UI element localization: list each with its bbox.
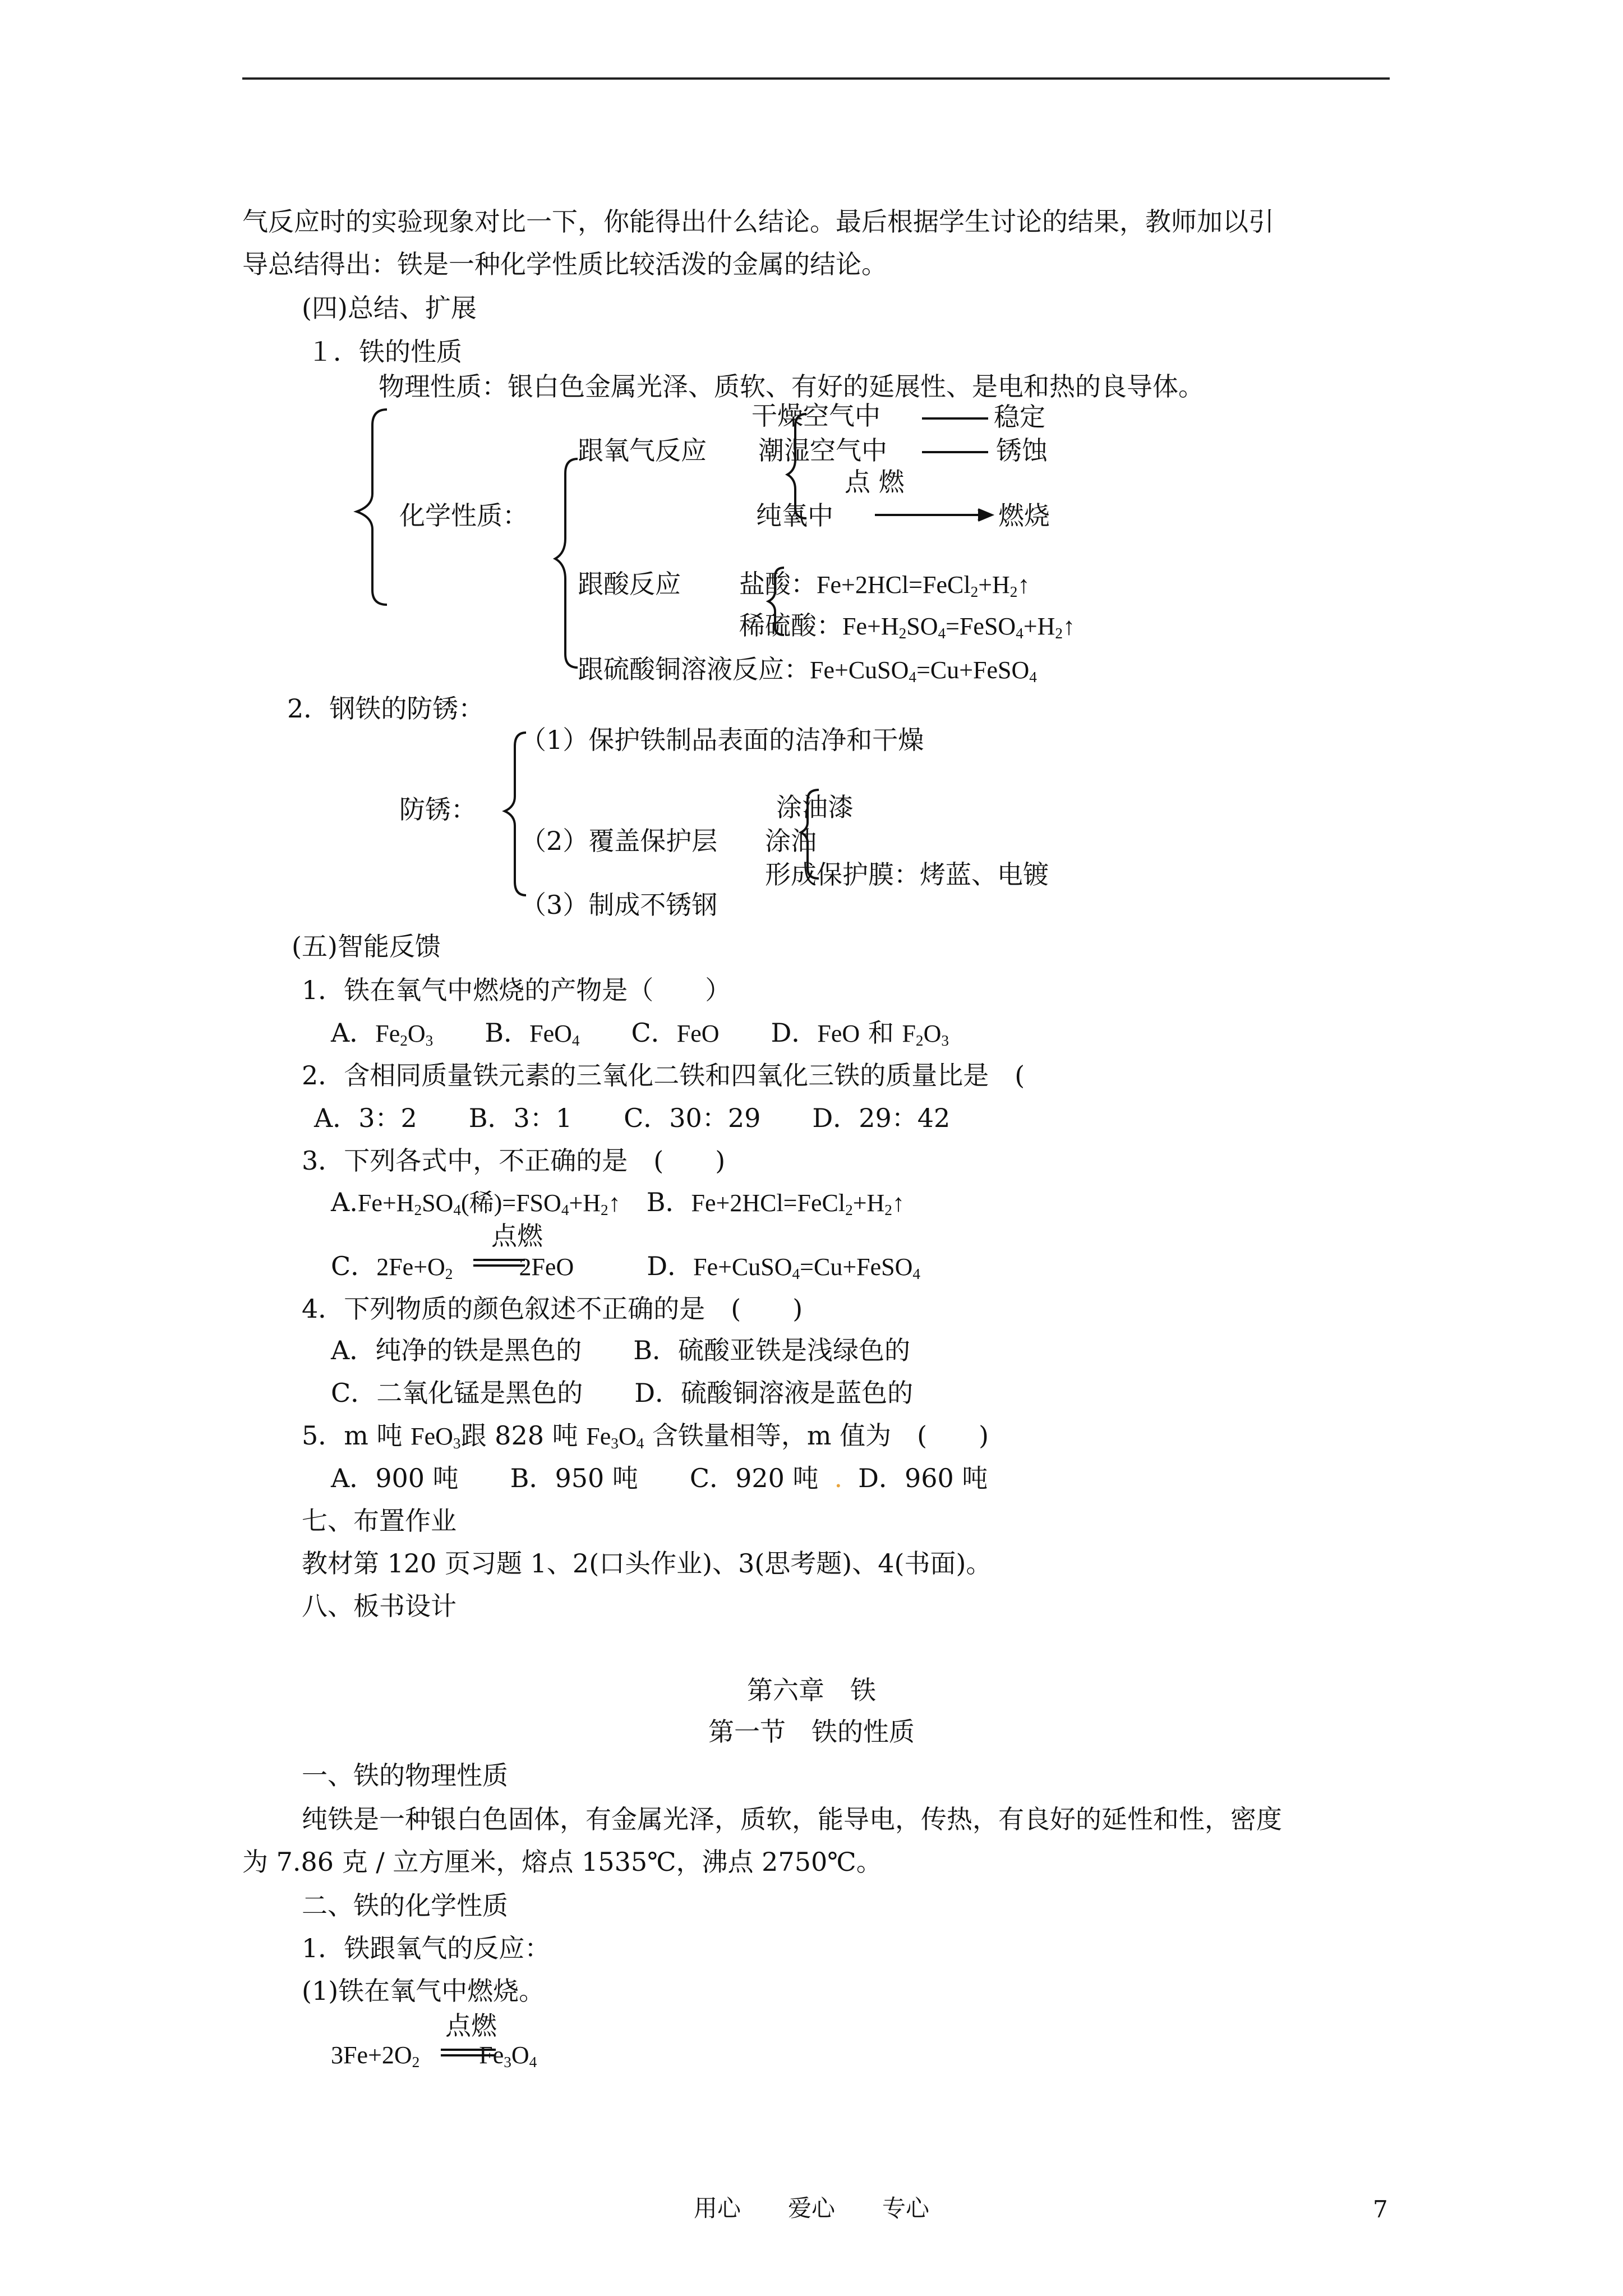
antirust-label: 防锈： [399, 794, 477, 825]
question-4: 4．下列物质的颜色叙述不正确的是 ( ) [302, 1294, 803, 1324]
physical-heading: 一、铁的物理性质 [302, 1760, 508, 1791]
subsection-2-title: 2．钢铁的防锈： [287, 693, 485, 724]
ignite-condition: 点 燃 [845, 467, 905, 497]
question-2-options: A．3：2 B．3：1 C．30：29 D．29：42 [314, 1103, 951, 1133]
chapter-title: 第六章 铁 [747, 1675, 876, 1705]
page-number: 7 [1373, 2196, 1388, 2223]
question-1: 1．铁在氧气中燃烧的产物是（ ） [302, 975, 731, 1005]
intro-line-2: 导总结得出：铁是一种化学性质比较活泼的金属的结论。 [242, 249, 887, 279]
antirust-oil: 涂油 [765, 826, 817, 856]
footer-motto: 用心 爱心 专心 [693, 2194, 929, 2222]
question-3-options-ab: $A.Fe+H_2SO_4$(稀)$=FSO_4+H_2↑$ B．$Fe+2HCl=FeCl_2+H_2↑$ [331, 1187, 905, 1218]
antirust-film: 形成保护膜：烤蓝、电镀 [765, 859, 1049, 890]
antirust-method-3: （3）制成不锈钢 [520, 890, 718, 920]
question-4-options-cd: C．二氧化锰是黑色的 D．硫酸铜溶液是蓝色的 [331, 1378, 914, 1408]
question-2: 2．含相同质量铁元素的三氧化二铁和四氧化三铁的质量比是 ( [302, 1060, 1025, 1091]
physical-text-2: 为 7.86 克 / 立方厘米，熔点 1535℃，沸点 2750℃。 [242, 1847, 882, 1877]
ignite-condition-2: 点燃 [491, 1221, 543, 1251]
question-4-options-ab: A．纯净的铁是黑色的 B．硫酸亚铁是浅绿色的 [331, 1335, 911, 1365]
subsection-1-title: １．铁的性质 [307, 337, 462, 367]
oxygen-burning-heading: (1)铁在氧气中燃烧。 [302, 1976, 545, 2006]
oxygen-reaction-label: 跟氧气反应 [578, 435, 707, 466]
section-7-heading: 七、布置作业 [302, 1506, 457, 1536]
section-4-heading: (四)总结、扩展 [302, 293, 477, 323]
question-5: 5．m 吨 FeO$_3$跟 828 吨 $Fe_3O_4$ 含铁量相等，m 值为 ( ) [302, 1420, 989, 1452]
intro-line-1: 气反应时的实验现象对比一下，你能得出什么结论。最后根据学生讨论的结果，教师加以引 [242, 206, 1274, 237]
iron-burning-equation: $3Fe+2O_2$ $Fe_3O_4$ [331, 2041, 537, 2070]
section-5-heading: (五)智能反馈 [292, 931, 441, 961]
dry-air-label: 干燥空气中 [751, 401, 880, 431]
question-5-options: A．900 吨 B．950 吨 C．920 吨 . D．960 吨 [331, 1463, 988, 1493]
humid-air-label: 潮湿空气中 [758, 435, 887, 466]
homework-assignment: 教材第 120 页习题 1、2(口头作业)、3(思考题)、4(书面)。 [302, 1548, 992, 1579]
pure-oxygen-label: 纯氧中 [756, 500, 833, 531]
physical-properties: 物理性质：银白色金属光泽、质软、有好的延展性、是电和热的良导体。 [379, 371, 1204, 402]
antirust-paint: 涂油漆 [776, 792, 854, 822]
question-3: 3．下列各式中，不正确的是 ( ) [302, 1145, 726, 1176]
antirust-method-1: （1）保护铁制品表面的洁净和干燥 [520, 725, 924, 755]
question-1-options: A．$Fe_2O_3$ B．FeO$_4$ C．FeO D．FeO 和 $F_2O_3$ [331, 1018, 949, 1049]
cuso4-reaction: 跟硫酸铜溶液反应：Fe+CuSO$_4$=Cu+FeSO$_4$ [578, 654, 1037, 685]
question-3-options-cd: C．$2Fe+O_2$ 2FeO D．Fe+CuSO$_4$=Cu+FeSO$_4$ [331, 1251, 921, 1282]
h2so4-reaction: 稀硫酸：$Fe+H_2SO_4=FeSO_4+H_2↑$ [739, 610, 1076, 642]
physical-text-1: 纯铁是一种银白色固体，有金属光泽，质软，能导电，传热，有良好的延性和性，密度 [302, 1804, 1282, 1834]
burn-result: 燃烧 [998, 500, 1050, 531]
acid-reaction-label: 跟酸反应 [578, 569, 681, 599]
chemical-heading: 二、铁的化学性质 [302, 1890, 508, 1921]
ignite-condition-3: 点燃 [445, 2010, 497, 2041]
chemical-properties-label: 化学性质： [399, 500, 528, 531]
hcl-reaction: 盐酸：$Fe+2HCl=FeCl_2+H_2↑$ [739, 569, 1030, 600]
antirust-method-2: （2）覆盖保护层 [520, 826, 718, 856]
rust-result: 锈蚀 [996, 435, 1048, 466]
stable-result: 稳定 [994, 402, 1045, 432]
section-title: 第一节 铁的性质 [708, 1717, 915, 1747]
section-8-heading: 八、板书设计 [302, 1591, 457, 1621]
oxygen-reaction-heading: 1．铁跟氧气的反应： [302, 1933, 551, 1963]
